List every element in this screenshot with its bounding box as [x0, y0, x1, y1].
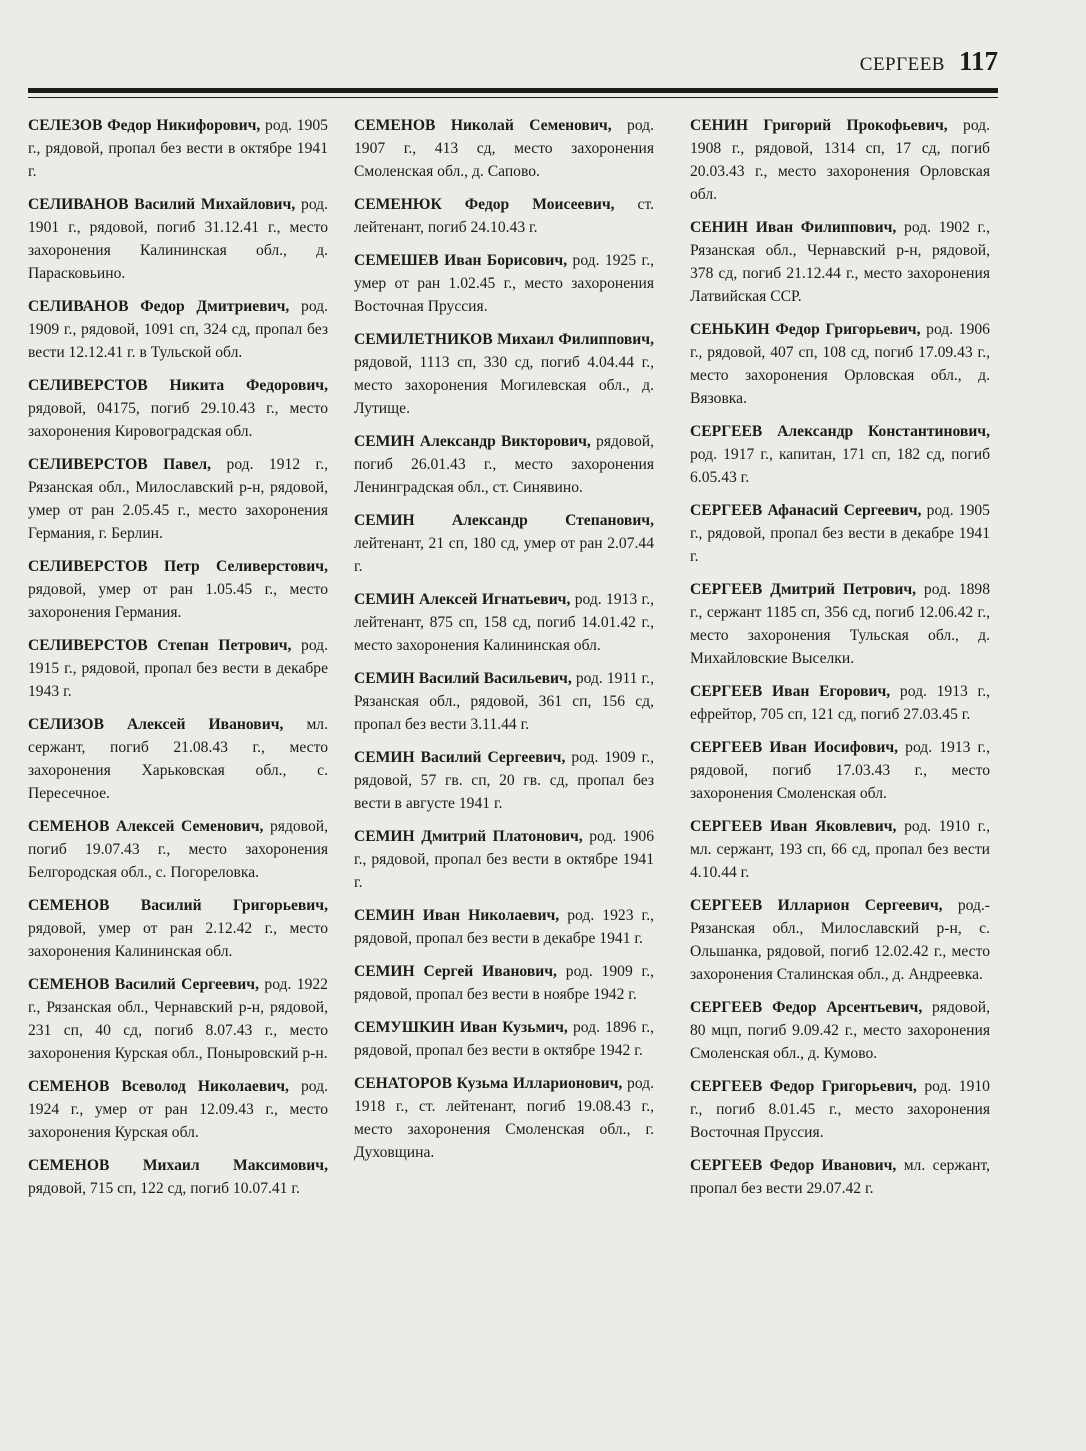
entry-name: СЕРГЕЕВ Федор Арсентьевич,	[690, 999, 923, 1016]
entry-details: род. 1923 г., рядовой, пропал без вести в декабре 1941 г.	[354, 907, 654, 947]
entry-name: СЕРГЕЕВ Иван Яковлевич,	[690, 818, 897, 835]
entry-name: СЕРГЕЕВ Федор Григорьевич,	[690, 1078, 917, 1095]
entry-details: рядовой, погиб 19.07.43 г., место захоронения Белгородская обл., с. Погореловка.	[28, 818, 328, 881]
column-2	[354, 114, 654, 1174]
entry	[354, 825, 654, 894]
entry	[690, 680, 990, 726]
entry-name: СЕМИН Василий Васильевич,	[354, 670, 572, 687]
entry	[690, 216, 990, 308]
entry-name: СЕМУШКИН Иван Кузьмич,	[354, 1019, 568, 1036]
entry-name: СЕЛИВЕРСТОВ Петр Селиверстович,	[28, 558, 328, 575]
entry-name: СЕРГЕЕВ Афанасий Сергеевич,	[690, 502, 922, 519]
entry-details: род. 1909 г., рядовой, пропал без вести в ноябре 1942 г.	[354, 963, 654, 1003]
entry	[354, 249, 654, 318]
entry-details: род. 1915 г., рядовой, пропал без вести в декабре 1943 г.	[28, 637, 328, 700]
entry-details: рядовой, 1113 сп, 330 сд, погиб 4.04.44 г., место захоронения Могилевская обл., д. Лутище.	[354, 354, 654, 417]
entry	[28, 193, 328, 285]
entry	[354, 430, 654, 499]
entry-name: СЕМЕНОВ Василий Григорьевич,	[28, 897, 328, 914]
entry-name: СЕЛИВЕРСТОВ Никита Федорович,	[28, 377, 328, 394]
entry-details: род. 1910 г., погиб 8.01.45 г., место захоронения Восточная Пруссия.	[690, 1078, 990, 1141]
entry-details: род. 1901 г., рядовой, погиб 31.12.41 г., место захоронения Калининская обл., д. Парасковьино.	[28, 196, 328, 282]
entry-details: род. 1905 г., рядовой, пропал без вести в октябре 1941 г.	[28, 117, 328, 180]
entry-details: рядовой, умер от ран 2.12.42 г., место захоронения Калининская обл.	[28, 920, 328, 960]
entry-details: рядовой, умер от ран 1.05.45 г., место захоронения Германия.	[28, 581, 328, 621]
column-1	[28, 114, 328, 1210]
entry	[690, 815, 990, 884]
header-rule-thick	[28, 88, 998, 93]
entry	[354, 509, 654, 578]
page-number: 117	[958, 46, 998, 76]
entry	[690, 114, 990, 206]
entry-name: СЕМИН Алексей Игнатьевич,	[354, 591, 571, 608]
entry	[28, 1075, 328, 1144]
entry	[28, 973, 328, 1065]
entry-details: род. 1902 г., Рязанская обл., Чернавский р-н, рядовой, 378 сд, погиб 21.12.44 г., место захоронения Латвийская ССР.	[690, 219, 990, 305]
entry-name: СЕРГЕЕВ Илларион Сергеевич,	[690, 897, 943, 914]
entry	[690, 1154, 990, 1200]
entry	[354, 1072, 654, 1164]
entry-details: род.- Рязанская обл., Милославский р-н, с. Ольшанка, рядовой, погиб 12.02.42 г., место захоронения Сталинская обл., д. Андреевка.	[690, 897, 990, 983]
header-rule-thin	[28, 97, 998, 98]
entry-details: ст. лейтенант, погиб 24.10.43 г.	[354, 196, 654, 236]
entry	[354, 1016, 654, 1062]
entry-name: СЕМИН Василий Сергеевич,	[354, 749, 566, 766]
entry-name: СЕМЕНОВ Михаил Максимович,	[28, 1157, 328, 1174]
entry-details: род. 1908 г., рядовой, 1314 сп, 17 сд, погиб 20.03.43 г., место захоронения Орловская обл.	[690, 117, 990, 203]
entry-details: род. 1911 г., Рязанская обл., рядовой, 361 сп, 156 сд, пропал без вести 3.11.44 г.	[354, 670, 654, 733]
entry	[28, 295, 328, 364]
entry-details: род. 1905 г., рядовой, пропал без вести в декабре 1941 г.	[690, 502, 990, 565]
entry	[354, 904, 654, 950]
entry-details: род. 1896 г., рядовой, пропал без вести в октябре 1942 г.	[354, 1019, 654, 1059]
entry-name: СЕМИН Сергей Иванович,	[354, 963, 557, 980]
entry-name: СЕМЕНОВ Всеволод Николаевич,	[28, 1078, 289, 1095]
entry-name: СЕРГЕЕВ Иван Иосифович,	[690, 739, 899, 756]
entry-details: род. 1906 г., рядовой, пропал без вести в октябре 1941 г.	[354, 828, 654, 891]
entry-details: род. 1924 г., умер от ран 12.09.43 г., место захоронения Курская обл.	[28, 1078, 328, 1141]
entry	[28, 815, 328, 884]
entry	[354, 960, 654, 1006]
entry	[354, 114, 654, 183]
entry-details: род. 1925 г., умер от ран 1.02.45 г., место захоронения Восточная Пруссия.	[354, 252, 654, 315]
entry-name: СЕРГЕЕВ Федор Иванович,	[690, 1157, 897, 1174]
entry-details: род. 1912 г., Рязанская обл., Милославский р-н, рядовой, умер от ран 2.05.45 г., место захоронения Германия, г. Берлин.	[28, 456, 328, 542]
entry-details: род. 1907 г., 413 сд, место захоронения Смоленская обл., д. Сапово.	[354, 117, 654, 180]
entry-name: СЕМИН Дмитрий Платонович,	[354, 828, 583, 845]
entry-details: рядовой, 715 сп, 122 сд, погиб 10.07.41 г.	[28, 1180, 300, 1197]
entry-details: мл. сержант, пропал без вести 29.07.42 г.	[690, 1157, 990, 1197]
entry-name: СЕНАТОРОВ Кузьма Илларионович,	[354, 1075, 623, 1092]
entry-details: род. 1922 г., Рязанская обл., Чернавский р-н, рядовой, 231 сп, 40 сд, погиб 8.07.43 г., место захоронения Курская обл., Поныровский р-н.	[28, 976, 328, 1062]
entry	[690, 736, 990, 805]
entry	[28, 114, 328, 183]
entry-name: СЕМЕНЮК Федор Моисеевич,	[354, 196, 615, 213]
entry	[28, 894, 328, 963]
entry-details: род. 1913 г., лейтенант, 875 сп, 158 сд, погиб 14.01.42 г., место захоронения Калининская обл.	[354, 591, 654, 654]
entry-details: рядовой, 04175, погиб 29.10.43 г., место захоронения Кировоградская обл.	[28, 400, 328, 440]
header-surname: СЕРГЕЕВ	[859, 54, 945, 75]
entry-details: род. 1909 г., рядовой, 1091 сп, 324 сд, пропал без вести 12.12.41 г. в Тульской обл.	[28, 298, 328, 361]
entry-name: СЕРГЕЕВ Александр Константинович,	[690, 423, 990, 440]
entry-name: СЕЛЕЗОВ Федор Никифорович,	[28, 117, 261, 134]
running-header	[860, 46, 998, 77]
entry-name: СЕНЬКИН Федор Григорьевич,	[690, 321, 921, 338]
entry-name: СЕРГЕЕВ Иван Егорович,	[690, 683, 891, 700]
entry	[354, 588, 654, 657]
entry-details: лейтенант, 21 сп, 180 сд, умер от ран 2.07.44 г.	[354, 535, 654, 575]
entry	[690, 894, 990, 986]
entry-name: СЕМИЛЕТНИКОВ Михаил Филиппович,	[354, 331, 654, 348]
entry-name: СЕЛИВАНОВ Федор Дмитриевич,	[28, 298, 290, 315]
entry	[28, 1154, 328, 1200]
entry	[28, 555, 328, 624]
entry-name: СЕМЕНОВ Алексей Семенович,	[28, 818, 264, 835]
entry-details: род. 1913 г., ефрейтор, 705 сп, 121 сд, погиб 27.03.45 г.	[690, 683, 990, 723]
entry-details: мл. сержант, погиб 21.08.43 г., место захоронения Харьковская обл., с. Пересечное.	[28, 716, 328, 802]
entry-name: СЕЛИЗОВ Алексей Иванович,	[28, 716, 284, 733]
entry-details: род. 1917 г., капитан, 171 сп, 182 сд, погиб 6.05.43 г.	[690, 446, 990, 486]
entry-details: род. 1918 г., ст. лейтенант, погиб 19.08.43 г., место захоронения Смоленская обл., г. Духовщина.	[354, 1075, 654, 1161]
entry-details: род. 1909 г., рядовой, 57 гв. сп, 20 гв. сд, пропал без вести в августе 1941 г.	[354, 749, 654, 812]
entry-details: род. 1898 г., сержант 1185 сп, 356 сд, погиб 12.06.42 г., место захоронения Тульская обл., д. Михайловские Выселки.	[690, 581, 990, 667]
entry-details: род. 1910 г., мл. сержант, 193 сп, 66 сд, пропал без вести 4.10.44 г.	[690, 818, 990, 881]
entry-name: СЕМЕНОВ Николай Семенович,	[354, 117, 612, 134]
entry	[28, 634, 328, 703]
entry-name: СЕМЕНОВ Василий Сергеевич,	[28, 976, 259, 993]
entry-name: СЕЛИВЕРСТОВ Павел,	[28, 456, 212, 473]
entry-name: СЕРГЕЕВ Дмитрий Петрович,	[690, 581, 917, 598]
entry-name: СЕМЕШЕВ Иван Борисович,	[354, 252, 568, 269]
entry	[28, 374, 328, 443]
column-3	[690, 114, 990, 1210]
entry	[28, 713, 328, 805]
entry	[354, 746, 654, 815]
entry-name: СЕМИН Иван Николаевич,	[354, 907, 560, 924]
entry	[354, 667, 654, 736]
entry	[690, 1075, 990, 1144]
entry	[690, 996, 990, 1065]
entry-name: СЕЛИВАНОВ Василий Михайлович,	[28, 196, 296, 213]
entry-name: СЕЛИВЕРСТОВ Степан Петрович,	[28, 637, 292, 654]
entry-details: рядовой, 80 мцп, погиб 9.09.42 г., место захоронения Смоленская обл., д. Кумово.	[690, 999, 990, 1062]
entry	[354, 193, 654, 239]
entry-name: СЕМИН Александр Степанович,	[354, 512, 654, 529]
entry-details: рядовой, погиб 26.01.43 г., место захоронения Ленинградская обл., ст. Синявино.	[354, 433, 655, 496]
entry-details: род. 1906 г., рядовой, 407 сп, 108 сд, погиб 17.09.43 г., место захоронения Орловская обл., д. Вязовка.	[690, 321, 990, 407]
entry	[690, 578, 990, 670]
entry	[690, 499, 990, 568]
entry	[690, 420, 990, 489]
entry-name: СЕМИН Александр Викторович,	[354, 433, 591, 450]
entry	[354, 328, 654, 420]
entry-name: СЕНИН Григорий Прокофьевич,	[690, 117, 948, 134]
entry-name: СЕНИН Иван Филиппович,	[690, 219, 897, 236]
entry	[28, 453, 328, 545]
entry-details: род. 1913 г., рядовой, погиб 17.03.43 г., место захоронения Смоленская обл.	[690, 739, 990, 802]
entry	[690, 318, 990, 410]
